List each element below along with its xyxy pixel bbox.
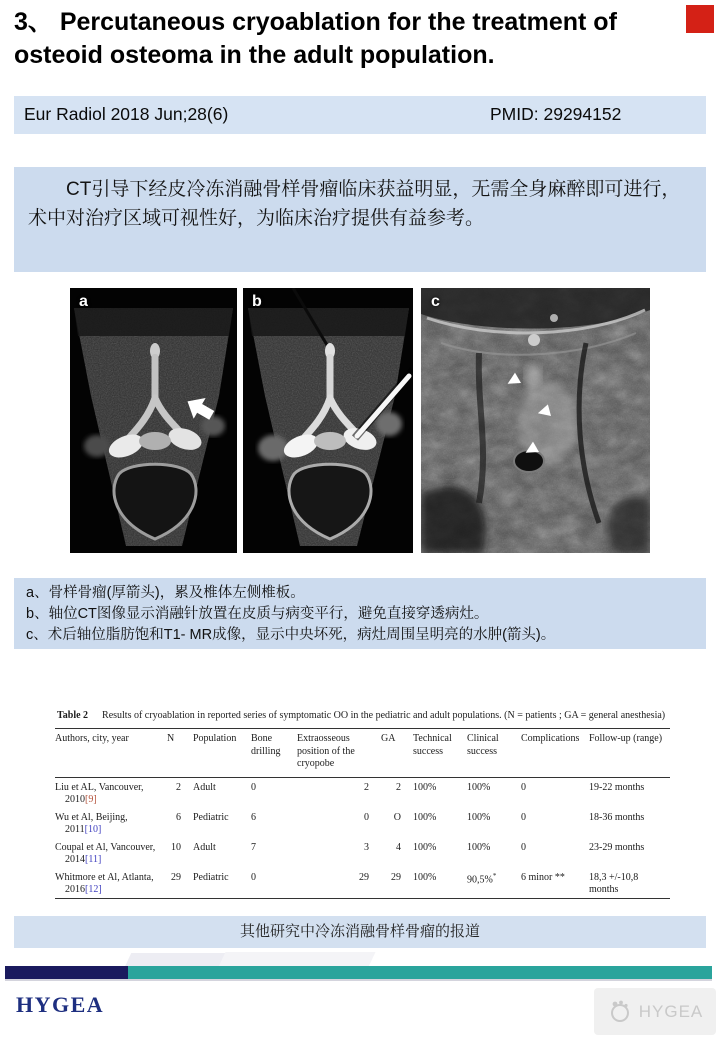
footer-navy-bar [5,966,128,979]
footer-teal-bar [128,966,712,979]
annotation-b: b、轴位CT图像显示消融针放置在皮质与病变平行，避免直接穿透病灶。 [26,606,489,622]
figure-caption-box [14,578,706,649]
reference-link: [12] [85,884,102,895]
hygea-watermark-icon [607,999,633,1025]
col-extraosseous: Extraosseous position of the cryopobe [297,729,381,778]
annotation-a: a、骨样骨瘤(厚箭头)，累及椎体左侧椎板。 [26,585,305,601]
table-label: Table 2 [57,710,89,721]
col-ga: GA [381,729,413,778]
footer-deco-shape [219,952,376,967]
footer-bar-underline [5,979,712,981]
table-row: Whitmore et Al, Atlanta, 2016[12] 29 Pediatric 0 29 29 100% 90,5%* 6 minor ** 18,3 +/-10,8 months [55,871,639,895]
abstract-text: CT引导下经皮冷冻消融骨样骨瘤临床获益明显，无需全身麻醉即可进行，术中对治疗区域可视性好，为临床治疗提供有益参考。 [28,179,681,229]
panel-label-c: c [431,293,440,310]
table-row: Coupal et Al, Vancouver, 2014[11] 10 Adult 7 3 4 100% 100% 0 23-29 months [55,841,645,865]
table-header-row [55,729,670,778]
mr-image-c [421,288,650,553]
title-line-1: 3、 Percutaneous cryoablation for the treatment of [14,8,617,36]
col-n: N [167,729,193,778]
reference-link: [11] [85,854,102,865]
reference-link: [10] [84,824,102,835]
figure-strip [70,288,650,553]
bottom-banner: 其他研究中冷冻消融骨样骨瘤的报道 [14,916,706,948]
results-table [55,728,670,899]
red-accent-square [686,5,714,33]
col-bone-drilling: Bone drilling [251,729,297,778]
col-population: Population [193,729,251,778]
col-complications: Complications [521,729,589,778]
hygea-watermark [594,988,716,1035]
panel-label-a: a [79,293,88,310]
page-title [14,6,690,73]
ct-image-b [243,288,413,553]
col-followup: Follow-up (range) [589,729,670,778]
table-row: Wu et Al, Beijing, 2011[10] 6 Pediatric 6 0 O 100% 100% 0 18-36 months [55,811,645,835]
panel-label-b: b [252,293,262,310]
journal-bar [14,96,706,134]
col-clinical: Clinical success [467,729,521,778]
table-caption [57,710,668,721]
central-necrosis-zone [514,450,544,472]
pmid-value: PMID: 29294152 [490,104,622,124]
watermark-text: HYGEA [638,1001,704,1021]
table-caption-text: Results of cryoablation in reported series of symptomatic OO in the pediatric and adult populations. (N = patients ; GA = general anesthesia) [102,710,666,721]
ct-image-a [70,288,237,553]
reference-link: [9] [85,794,97,805]
journal-citation: Eur Radiol 2018 Jun;28(6) [24,104,229,124]
annotation-c: c、术后轴位脂肪饱和T1- MR成像，显示中央坏死，病灶周围呈明亮的水肿(箭头)。 [26,627,556,643]
hygea-logo: HYGEA [16,992,105,1017]
col-technical: Technical success [413,729,467,778]
results-table-snippet [55,706,670,899]
col-authors: Authors, city, year [55,729,167,778]
table-row: Liu et AL, Vancouver, 2010[9] 2 Adult 0 2 2 100% 100% 0 19-22 months [55,781,645,805]
title-line-2: osteoid osteoma in the adult population. [14,41,495,70]
abstract-box [14,167,706,272]
